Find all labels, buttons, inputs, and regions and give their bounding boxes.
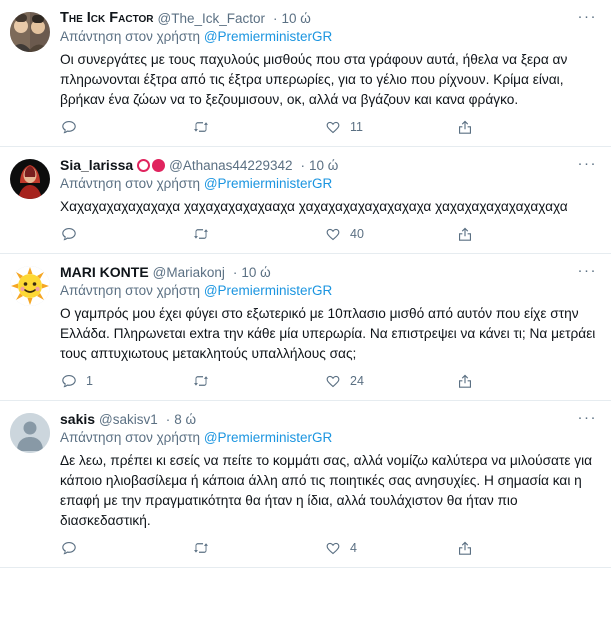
reply-icon bbox=[60, 118, 78, 136]
tweet-actions bbox=[60, 372, 599, 396]
replying-prefix: Απάντηση στον χρήστη bbox=[60, 176, 201, 191]
tweet-actions bbox=[60, 118, 599, 142]
reply-button[interactable] bbox=[60, 118, 192, 136]
tweet-body bbox=[58, 411, 599, 563]
user-handle[interactable]: @The_Ick_Factor bbox=[157, 11, 266, 26]
user-handle[interactable]: @Athanas44229342 bbox=[169, 158, 293, 173]
red-circle-filled-icon bbox=[152, 159, 165, 172]
tweet-body bbox=[58, 264, 599, 396]
retweet-icon bbox=[192, 539, 210, 557]
share-icon bbox=[456, 372, 474, 390]
more-options-button[interactable]: ··· bbox=[577, 262, 597, 279]
replying-prefix: Απάντηση στον χρήστη bbox=[60, 430, 201, 445]
reply-icon bbox=[60, 539, 78, 557]
replying-to bbox=[60, 282, 599, 300]
default-profile-icon bbox=[10, 413, 50, 453]
avatar-column bbox=[10, 10, 58, 142]
separator-dot: · bbox=[300, 158, 305, 173]
display-name[interactable]: Sia_larissa bbox=[60, 157, 134, 173]
tweet-text: Ο γαμπρός μου έχει φύγει στο εξωτερικό με 10πλασιο μισθό από αυτόν που είχε στην Ελλάδα. Πληρωνεται extra την κάθε μία υπερωρία. Να επιστρεψει να κάνει τι; Να μετράει τους απτυχιωτους μετακλητούς υπαλλήλους σας; bbox=[60, 306, 596, 361]
display-name[interactable]: MARI KONTE bbox=[60, 264, 149, 280]
share-button[interactable] bbox=[456, 372, 516, 390]
avatar[interactable] bbox=[10, 159, 50, 199]
timestamp[interactable]: 10 ώ bbox=[281, 11, 311, 26]
like-button[interactable] bbox=[324, 225, 456, 243]
retweet-button[interactable] bbox=[192, 372, 324, 390]
reply-count: 1 bbox=[86, 374, 93, 388]
more-options-button[interactable]: ··· bbox=[577, 8, 597, 25]
user-handle[interactable]: @sakisv1 bbox=[99, 412, 158, 427]
like-button[interactable] bbox=[324, 118, 456, 136]
like-count: 4 bbox=[350, 541, 357, 555]
timestamp[interactable]: 8 ώ bbox=[174, 412, 197, 427]
share-button[interactable] bbox=[456, 225, 516, 243]
reply-button[interactable] bbox=[60, 539, 192, 557]
tweet-item[interactable] bbox=[0, 147, 611, 254]
tweet-actions bbox=[60, 539, 599, 563]
replying-to bbox=[60, 175, 599, 193]
more-options-button[interactable]: ··· bbox=[577, 409, 597, 426]
replying-mention[interactable]: @PremierministerGR bbox=[203, 29, 333, 44]
avatar-photo-icon bbox=[10, 159, 50, 199]
tweet-item[interactable] bbox=[0, 401, 611, 568]
reply-icon bbox=[60, 225, 78, 243]
like-count: 40 bbox=[350, 227, 364, 241]
retweet-icon bbox=[192, 225, 210, 243]
replying-mention[interactable]: @PremierministerGR bbox=[203, 430, 333, 445]
like-count: 24 bbox=[350, 374, 364, 388]
tweet-text: Οι συνεργάτες με τους παχυλούς μισθούς που στα γράφουν αυτά, ήθελα να ξερα αν πληρωνονται έξτρα από τις έξτρα υπερωρίες, για το γέλιο που ρίχνουν. Κρίμα είναι, βρήκαν ένα ζώων να το ξεζουμισουν, οκ, αλλά να βγάζουν και κανα φράγκο. bbox=[60, 52, 568, 107]
separator-dot: · bbox=[165, 412, 171, 427]
avatar-column bbox=[10, 411, 58, 563]
tweet-body bbox=[58, 10, 599, 142]
like-icon bbox=[324, 539, 342, 557]
avatar[interactable] bbox=[10, 266, 50, 306]
avatar[interactable] bbox=[10, 12, 50, 52]
replying-prefix: Απάντηση στον χρήστη bbox=[60, 29, 201, 44]
reply-icon bbox=[60, 372, 78, 390]
avatar-column bbox=[10, 264, 58, 396]
separator-dot: · bbox=[273, 11, 278, 26]
avatar-column bbox=[10, 157, 58, 249]
display-name[interactable]: The Ick Factor bbox=[60, 10, 154, 26]
replying-mention[interactable]: @PremierministerGR bbox=[203, 176, 333, 191]
retweet-button[interactable] bbox=[192, 118, 324, 136]
user-handle[interactable]: @Mariakonj bbox=[152, 265, 225, 280]
share-button[interactable] bbox=[456, 118, 516, 136]
reply-button[interactable] bbox=[60, 372, 192, 390]
tweet-header bbox=[60, 10, 599, 27]
replying-mention[interactable]: @PremierministerGR bbox=[203, 283, 333, 298]
tweet-item[interactable] bbox=[0, 254, 611, 401]
replying-prefix: Απάντηση στον χρήστη bbox=[60, 283, 201, 298]
like-icon bbox=[324, 372, 342, 390]
share-icon bbox=[456, 118, 474, 136]
timestamp[interactable]: 10 ώ bbox=[308, 158, 339, 173]
tweet-text: Δε λεω, πρέπει κι εσείς να πείτε το κομμάτι σας, αλλά νομίζω καλύτερα να μιλούσατε για κάποιο ηλιοβασίλεμα ή κάποια άλλη από τις ποιητικές σας ανησυχίες. Η σημασία και η επαφή με την πραγματικότητα θα ήταν η ίδια, αλλά τουλάχιστον θα ήταν πιο διασκεδαστική. bbox=[60, 453, 593, 528]
tweet-actions bbox=[60, 225, 599, 249]
share-button[interactable] bbox=[456, 539, 516, 557]
like-icon bbox=[324, 225, 342, 243]
avatar-photo-icon bbox=[10, 12, 50, 52]
tweet-header bbox=[60, 157, 599, 174]
retweet-button[interactable] bbox=[192, 539, 324, 557]
reply-button[interactable] bbox=[60, 225, 192, 243]
tweet-header bbox=[60, 264, 599, 281]
red-circle-outline-icon bbox=[137, 159, 150, 172]
tweet-text: Χαχαχαχαχαχαχαχα χαχαχαχαχαχααχα χαχαχαχαχαχαχαχαχα χαχαχαχαχαχαχαχαχα bbox=[60, 199, 568, 214]
more-options-button[interactable]: ··· bbox=[577, 155, 597, 172]
avatar[interactable] bbox=[10, 413, 50, 453]
display-name[interactable]: sakis bbox=[60, 411, 96, 427]
like-count: 11 bbox=[350, 120, 363, 134]
red-circles-emoji bbox=[137, 159, 165, 172]
replying-to bbox=[60, 429, 599, 447]
like-button[interactable] bbox=[324, 372, 456, 390]
like-button[interactable] bbox=[324, 539, 456, 557]
like-icon bbox=[324, 118, 342, 136]
tweet-item[interactable] bbox=[0, 0, 611, 147]
share-icon bbox=[456, 225, 474, 243]
separator-dot: · bbox=[232, 265, 238, 280]
retweet-icon bbox=[192, 372, 210, 390]
retweet-button[interactable] bbox=[192, 225, 324, 243]
tweet-header bbox=[60, 411, 599, 428]
avatar-photo-icon bbox=[10, 266, 50, 306]
replying-to bbox=[60, 28, 599, 46]
share-icon bbox=[456, 539, 474, 557]
retweet-icon bbox=[192, 118, 210, 136]
tweet-body bbox=[58, 157, 599, 249]
timestamp[interactable]: 10 ώ bbox=[241, 265, 271, 280]
